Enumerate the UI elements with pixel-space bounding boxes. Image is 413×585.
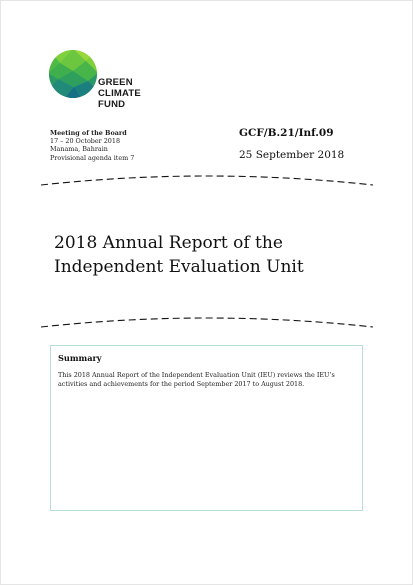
top-divider-curve (1, 169, 413, 193)
logo-line-climate: CLIMATE (98, 88, 141, 99)
report-title-line-2: Independent Evaluation Unit (54, 257, 304, 277)
document-date: 25 September 2018 (239, 149, 345, 161)
meeting-agenda: Provisional agenda item 7 (50, 153, 135, 162)
summary-heading: Summary (58, 353, 102, 363)
report-title-line-1: 2018 Annual Report of the (54, 233, 283, 253)
gcf-logo-wordmark (98, 77, 141, 110)
meeting-title: Meeting of the Board (50, 129, 127, 137)
meeting-location: Manama, Bahrain (50, 145, 108, 154)
report-title (54, 231, 304, 279)
meeting-dates: 17 – 20 October 2018 (50, 137, 121, 146)
logo-line-green: GREEN (98, 77, 133, 88)
bottom-divider-curve (1, 311, 413, 335)
document-reference: GCF/B.21/Inf.09 (239, 127, 334, 139)
meeting-info (50, 129, 134, 162)
summary-line-1: This 2018 Annual Report of the Independent Evaluation Unit (IEU) reviews the IEU’s (58, 371, 335, 379)
summary-line-2: activities and achievements for the period September 2017 to August 2018. (58, 379, 305, 388)
summary-box (50, 345, 363, 511)
summary-text (58, 371, 358, 389)
logo-line-fund: FUND (98, 99, 126, 110)
gcf-logo-icon (48, 49, 98, 99)
